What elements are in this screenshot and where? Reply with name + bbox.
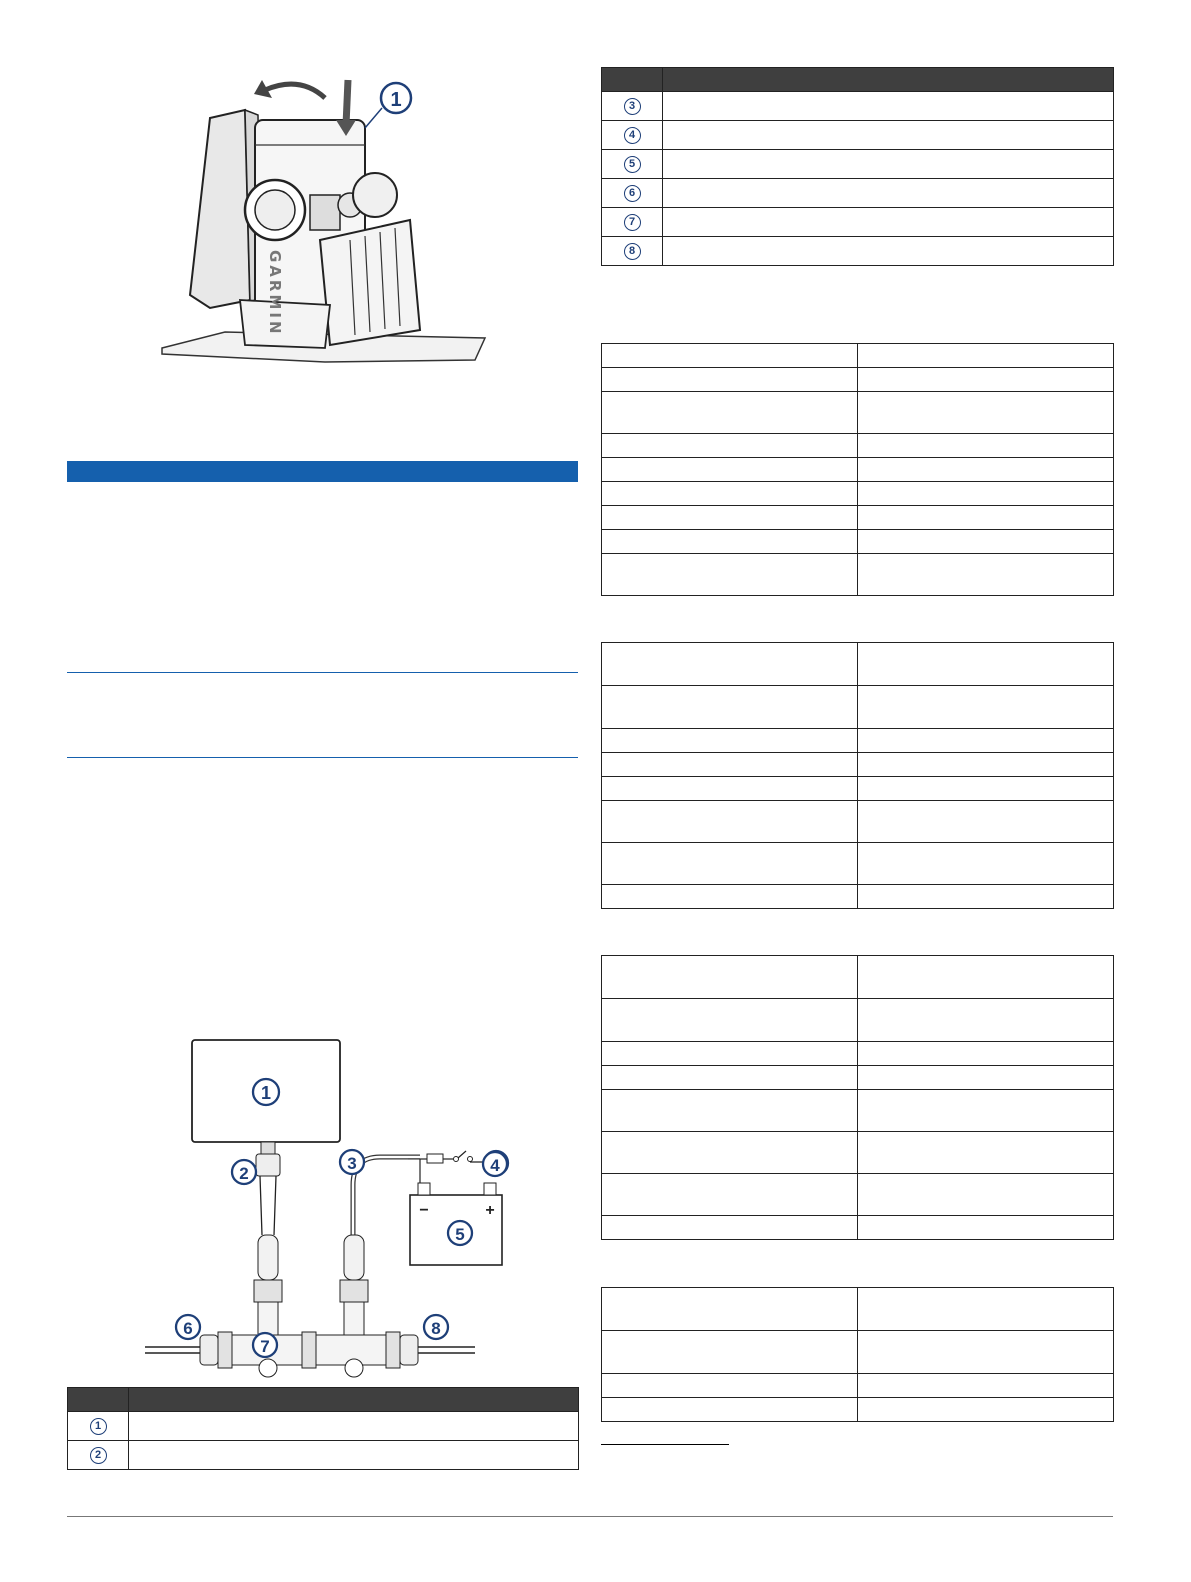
table-row [602, 1374, 1114, 1398]
callout-marker: 2 [90, 1447, 107, 1464]
battery-minus: − [419, 1202, 429, 1219]
table-row [602, 121, 1114, 150]
legend-text [663, 237, 1114, 266]
table-row [602, 777, 1114, 801]
legend-text [663, 150, 1114, 179]
callout-marker: 5 [624, 156, 641, 173]
table-row [602, 729, 1114, 753]
svg-text:6: 6 [183, 1319, 193, 1338]
legend-table-left [67, 1387, 579, 1470]
table-row [602, 1132, 1114, 1174]
legend-text [663, 121, 1114, 150]
spec-table-3 [601, 955, 1114, 1240]
svg-text:5: 5 [455, 1225, 465, 1244]
table-row [602, 368, 1114, 392]
legend-text [129, 1412, 579, 1441]
callout-marker: 4 [624, 127, 641, 144]
callout-marker: 1 [90, 1418, 107, 1435]
mount-illustration [150, 70, 500, 370]
table-row [602, 956, 1114, 999]
svg-text:4: 4 [490, 1156, 500, 1175]
table-row [602, 885, 1114, 909]
table-row [602, 643, 1114, 686]
table-row [602, 1042, 1114, 1066]
footnote-rule [601, 1444, 729, 1445]
callout-marker: 8 [624, 243, 641, 260]
table-row [602, 150, 1114, 179]
table-row [602, 237, 1114, 266]
table-row [602, 686, 1114, 729]
table-row [602, 208, 1114, 237]
note-top-rule [67, 672, 578, 673]
table-row [602, 1216, 1114, 1240]
legend-header-description [129, 1388, 579, 1412]
table-row [602, 434, 1114, 458]
legend-text [663, 92, 1114, 121]
svg-text:8: 8 [431, 1319, 441, 1338]
legend-text [129, 1441, 579, 1470]
table-row [602, 506, 1114, 530]
table-row [602, 801, 1114, 843]
table-row [68, 1412, 579, 1441]
footer-rule [67, 1516, 1113, 1517]
legend-table-right [601, 67, 1114, 266]
table-row [602, 92, 1114, 121]
table-row [602, 1174, 1114, 1216]
legend-header-item [602, 68, 663, 92]
battery-plus: + [485, 1202, 495, 1219]
table-row [602, 344, 1114, 368]
table-row [602, 1066, 1114, 1090]
svg-text:1: 1 [260, 1083, 272, 1103]
callout-4-marker [480, 1150, 510, 1180]
legend-text [663, 208, 1114, 237]
table-row [602, 753, 1114, 777]
table-row [602, 392, 1114, 434]
note-bottom-rule [67, 757, 578, 758]
table-row [602, 1090, 1114, 1132]
callout-marker: 7 [624, 214, 641, 231]
svg-text:7: 7 [260, 1337, 270, 1356]
table-row [602, 1398, 1114, 1422]
table-row [602, 554, 1114, 596]
legend-header-description [663, 68, 1114, 92]
svg-text:2: 2 [239, 1164, 249, 1183]
table-row [602, 482, 1114, 506]
garmin-logo: GARMIN [266, 250, 284, 337]
table-row [602, 999, 1114, 1042]
spec-table-1 [601, 343, 1114, 596]
table-row [602, 1331, 1114, 1374]
legend-text [663, 179, 1114, 208]
callout-marker: 3 [624, 98, 641, 115]
legend-header-item [68, 1388, 129, 1412]
callout-marker: 6 [624, 185, 641, 202]
section-heading-bar [67, 461, 578, 482]
table-row [602, 843, 1114, 885]
table-row [602, 458, 1114, 482]
spec-table-4 [601, 1287, 1114, 1422]
table-row [602, 179, 1114, 208]
table-row [602, 530, 1114, 554]
wiring-diagram [140, 1035, 495, 1380]
table-row [602, 1288, 1114, 1331]
spec-table-2 [601, 642, 1114, 909]
callout-1-label: 1 [390, 89, 402, 111]
table-row [68, 1441, 579, 1470]
svg-text:3: 3 [347, 1154, 357, 1173]
